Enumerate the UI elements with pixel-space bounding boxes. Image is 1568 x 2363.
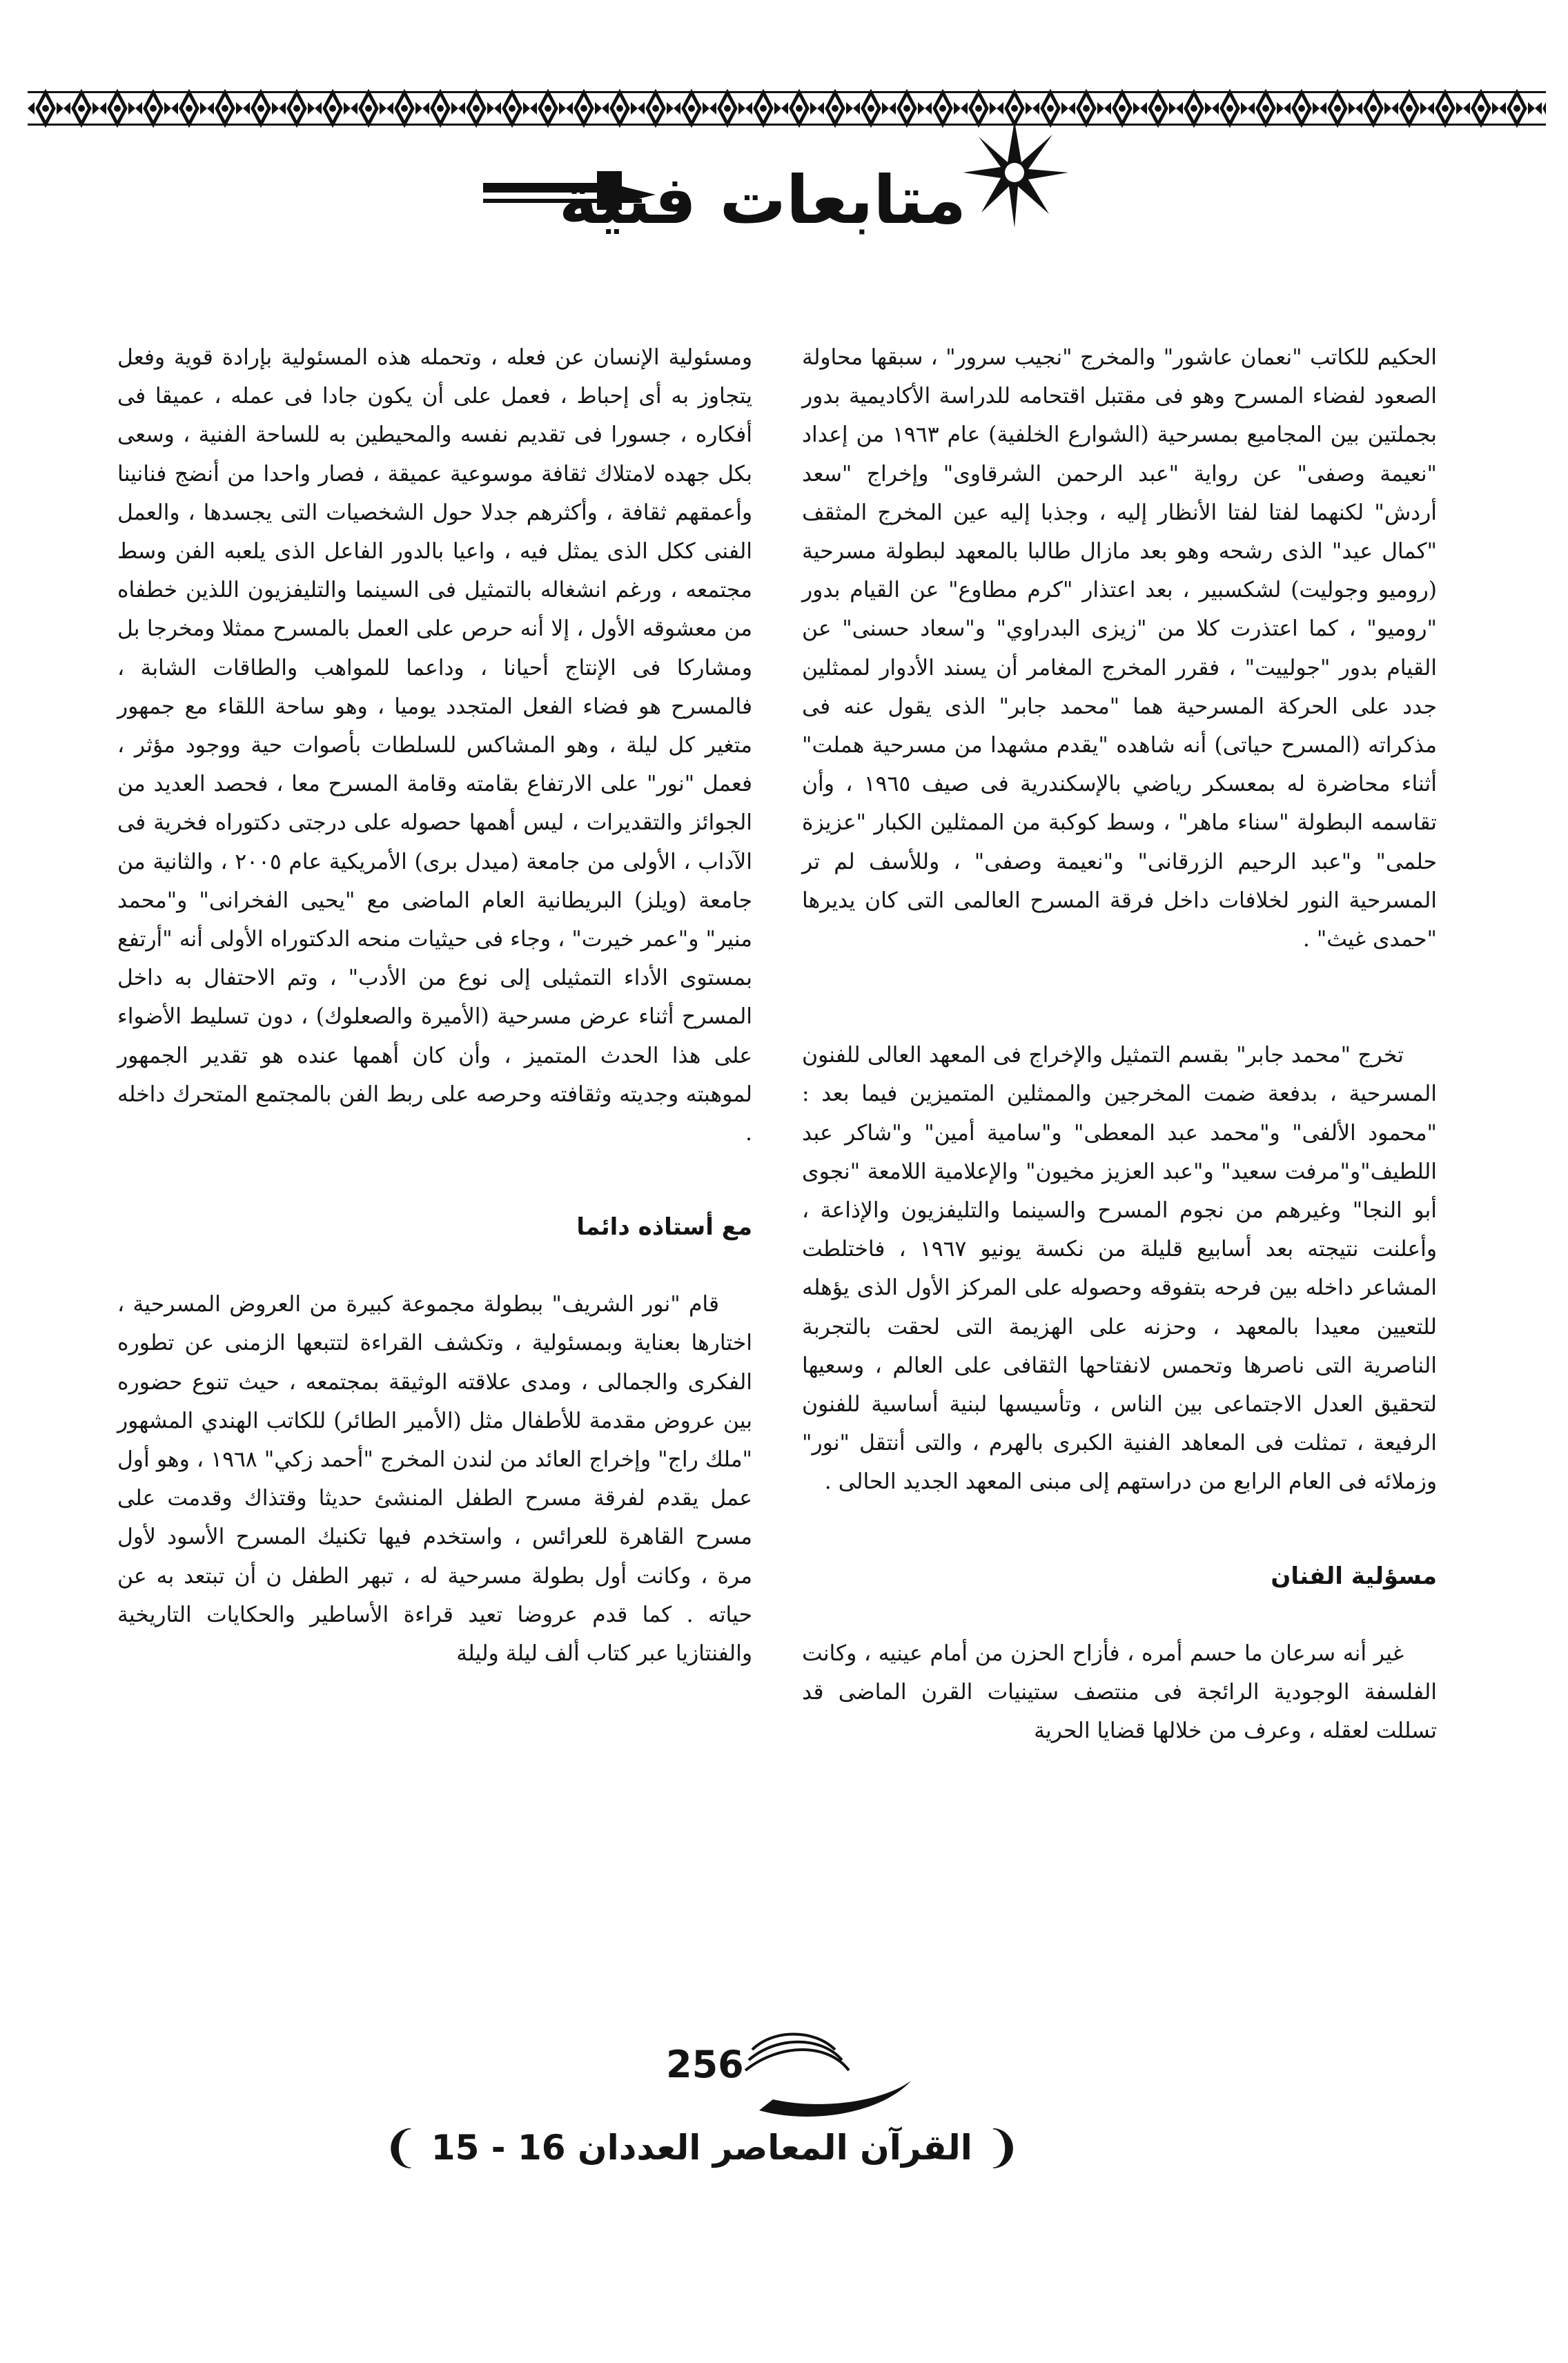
section-heading: مسؤلية الفنان: [1271, 1562, 1437, 1590]
paragraph: ومسئولية الإنسان عن فعله ، وتحمله هذه المسئولية بإرادة قوية وفعل يتجاوز به أى إحباط ، فعمل على أن يكون جادا فى عمله ، عميقا فى أفكاره ، جسورا فى تقديم نفسه والمحيطين به للساحة الفنية ، وسعى بكل جهده لامتلاك ثقافة موسوعية عميقة ، فصار واحدا من أنضج فنانينا وأعمقهم ثقافة ، وأكثرهم جدلا حول الشخصيات التى يجسدها ، والعمل الفنى ككل الذى يمثل فيه ، واعيا بالدور الفاعل الذى يلعبه الفن وسط مجتمعه ، ورغم انشغاله بالتمثيل فى السينما والتليفزيون اللذين خطفاه من معشوقه الأول ، إلا أنه حرص على العمل بالمسرح ممثلا ومخرجا بل ومشاركا فى الإنتاج أحيانا ، وداعما للمواهب والطاقات الشابة ، فالمسرح هو فضاء الفعل المتجدد يوميا ، وهو ساحة اللقاء مع جمهور متغير كل ليلة ، وهو المشاكس للسلطات بأصوات حية ووجود مؤثر ، فعمل "نور" على الارتفاع بقامته وقامة المسرح معا ، فحصد العديد من الجوائز والتقديرات ، ليس أهمها حصوله على درجتى دكتوراه فخرية فى الآداب ، الأولى من جامعة (ميدل برى) الأمريكية عام ٢٠٠٥ ، والثانية من جامعة (ويلز) البريطانية العام الماضى مع "يحيى الفخرانى" و"محمد منير" و"عمر خيرت" ، وجاء فى حيثيات منحه الدكتوراه الأولى أنه "أرتفع بمستوى الأداء التمثيلى إلى نوع من الأدب" ، وتم الاحتفال به داخل المسرح أثناء عرض مسرحية (الأميرة والصعلوك) ، دون تسليط الأضواء على هذا الحدث المتميز ، وأن كان أهمها عنده هو تقدير الجمهور لموهبته وجديته وثقافته وحرصه على ربط الفن بالمجتمع المتحرك داخله .: [117, 345, 753, 1146]
swirl-logo-icon: [525, 2022, 1049, 2126]
right-column: [802, 338, 1437, 1750]
magazine-issue-line: [382, 2122, 1021, 2173]
paragraph: تخرج "محمد جابر" بقسم التمثيل والإخراج فى المعهد العالى للفنون المسرحية ، بدفعة ضمت المخرجين والممثلين المتميزين فيما بعد : "محمود الألفى" و"محمد عبد المعطى" و"سامية أمين" و"شاكر عبد اللطيف"و"مرفت سعيد" و"عبد العزيز مخيون" والإعلامية اللامعة "نجوى أبو النجا" وغيرهم من نجوم المسرح والسينما والتليفزيون والإذاعة ، وأعلنت نتيجته بعد أسابيع قليلة من نكسة يونيو ١٩٦٧ ، فاختلطت المشاعر داخله بين فرحه بتفوقه وحصوله على المركز الأول الذى يؤهله للتعيين معيدا بالمعهد ، وحزنه على الهزيمة التى لحقت بالتجربة الناصرية التى ناصرها وتحمس لانفتاحها الثقافى على العالم ، وسعيها لتحقيق العدل الاجتماعى بين الناس ، وتأسيسها لبنية أساسية للفنون الرفيعة ، تمثلت فى المعاهد الفنية الكبرى بالهرم ، والتى أنتقل "نور" وزملائه فى العام الرابع من دراستهم إلى مبنى المعهد الجديد الحالى .: [802, 1043, 1437, 1495]
bracket-right-icon: ❨: [984, 2122, 1021, 2173]
issue-numbers: 15 - 16: [431, 2128, 566, 2168]
paragraph: غير أنه سرعان ما حسم أمره ، فأزاح الحزن من أمام عينيه ، وكانت الفلسفة الوجودية الرائجة فى منتصف ستينيات القرن الماضى قد تسللت لعقله ، وعرف من خلالها قضايا الحرية: [802, 1640, 1437, 1744]
magazine-name: القرآن المعاصر: [712, 2128, 972, 2168]
issue-label: العددان: [577, 2128, 701, 2168]
section-masthead: [476, 117, 1070, 269]
paragraph: الحكيم للكاتب "نعمان عاشور" والمخرج "نجيب سرور" ، سبقها محاولة الصعود لفضاء المسرح وهو فى مقتبل اقتحامه للدراسة الأكاديمية بدور بجملتين بين المجاميع بمسرحية (الشوارع الخلفية) عام ١٩٦٣ من إعداد "نعيمة وصفى" عن رواية "عبد الرحمن الشرقاوى" وإخراج "سعد أردش" لكنهما لفتا لفتا الأنظار إليه ، وجذبا إليه عين المخرج المثقف "كمال عيد" الذى رشحه وهو بعد مازال طالبا بالمعهد لبطولة مسرحية (روميو وجوليت) لشكسبير ، بعد اعتذار "كرم مطاوع" عن القيام بدور "روميو" ، كما اعتذرت كلا من "زيزى البدراوي" و"سعاد حسنى" عن القيام بدور "جولييت" ، فقرر المخرج المغامر أن يسند الأدوار لممثلين جدد على الحركة المسرحية هما "محمد جابر" الذى يقول عنه فى مذكراته (المسرح حياتى) أنه شاهده "يقدم مشهدا من مسرحية هملت" أثناء محاضرة له بمعسكر رياضي بالإسكندرية فى صيف ١٩٦٥ ، وأن تقاسمه البطولة "سناء ماهر" ، وسط كوكبة من الممثلين الكبار "عزيزة حلمى" و"عبد الرحيم الزرقانى" و"نعيمة وصفى" ، وللأسف لم تر المسرحية النور لخلافات داخل فرقة المسرح العالمى التى كان يديرها "حمدى غيث" .: [802, 345, 1437, 952]
page-footer: [382, 2022, 1049, 2188]
section-heading: مع أستاذه دائما: [576, 1213, 752, 1242]
paragraph: قام "نور الشريف" ببطولة مجموعة كبيرة من العروض المسرحية ، اختارها بعناية وبمسئولية ، وتكشف القراءة لتتبعها الزمنى عن تطوره الفكرى والجمالى ، ومدى علاقته الوثيقة بمجتمعه ، حيث تنوع حضوره بين عروض مقدمة للأطفال مثل (الأمير الطائر) للكاتب الهندي المشهور "ملك راج" وإخراج العائد من لندن المخرج "أحمد زكي" ١٩٦٨ ، وهو أول عمل يقدم لفرقة مسرح الطفل المنشئ حديثا وقتذاك وقدمت على مسرح القاهرة للعرائس ، واستخدم فيها تكنيك المسرح الأسود لأول مرة ، وكانت أول بطولة مسرحية له ، تبهر الطفل ن أن تبتعد به عن حياته . كما قدم عروضا تعيد قراءة الأساطير والحكايات التاريخية والفنتازيا عبر كتاب ألف ليلة وليلة: [117, 1292, 752, 1667]
left-column: [117, 338, 752, 1673]
bracket-left-icon: ❩: [382, 2122, 420, 2173]
page-number: 256: [666, 2043, 744, 2086]
section-title: متابعات فنية: [558, 161, 966, 239]
